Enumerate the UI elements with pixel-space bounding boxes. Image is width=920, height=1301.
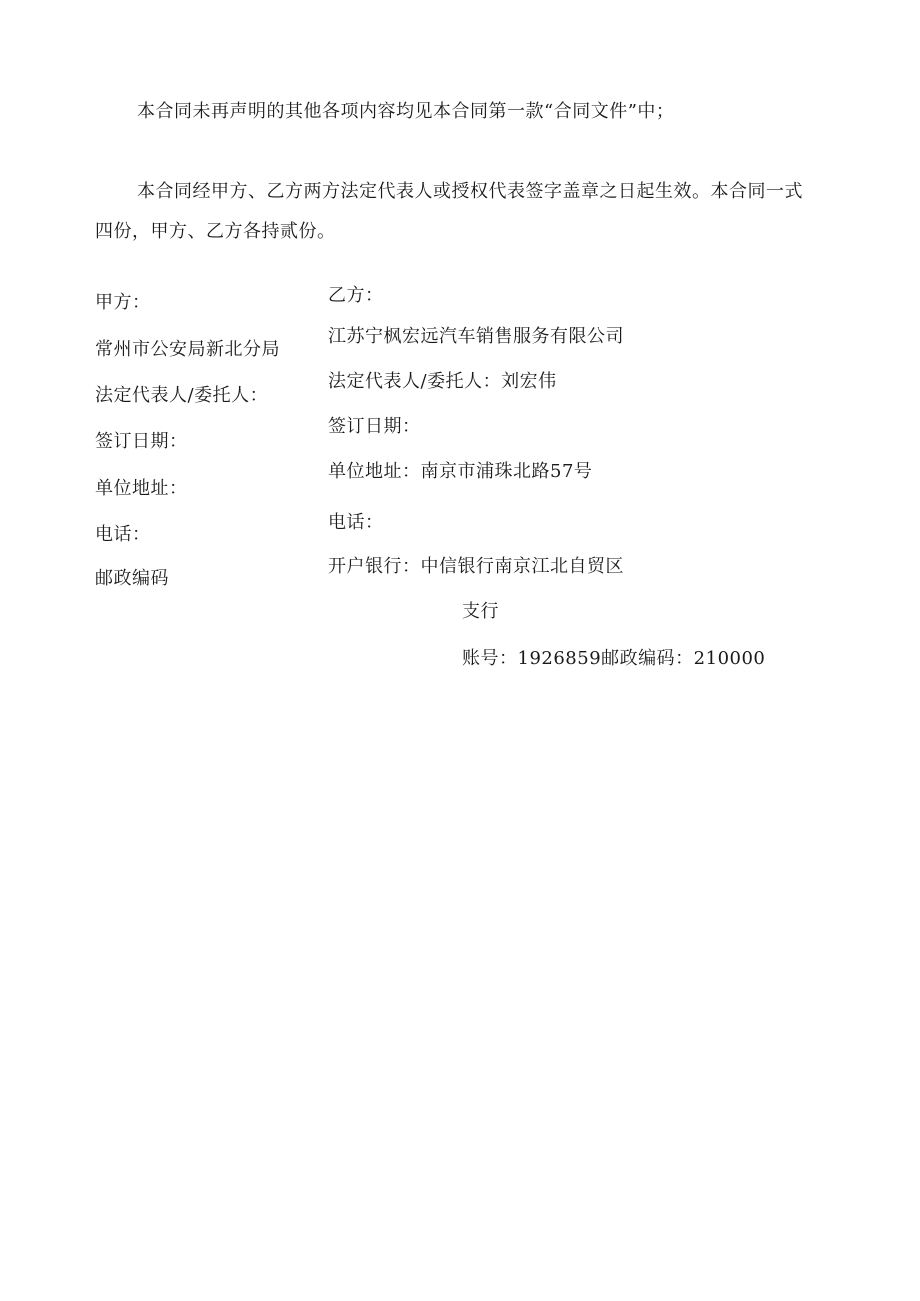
clause-effective-date: 本合同经甲方、乙方两方法定代表人或授权代表签字盖章之日起生效。本合同一式四份，甲方、乙方各持贰份。 <box>95 181 803 242</box>
party-a-name: 常州市公安局新北分局 <box>95 339 280 360</box>
party-a-phone: 电话： <box>95 524 151 545</box>
party-a-sign-date: 签订日期： <box>95 431 188 452</box>
party-a-address: 单位地址： <box>95 478 188 499</box>
party-b-phone: 电话： <box>328 512 384 533</box>
party-b-address: 单位地址：南京市浦珠北路57号 <box>328 461 593 482</box>
party-b-representative: 法定代表人/委托人：刘宏伟 <box>328 371 557 392</box>
party-b-account-postal: 账号：1926859邮政编码：210000 <box>462 648 766 669</box>
party-b-bank: 开户银行：中信银行南京江北自贸区 <box>328 556 624 577</box>
party-b-bank-cont: 支行 <box>462 601 499 622</box>
party-b-name: 江苏宁枫宏远汽车销售服务有限公司 <box>328 326 624 347</box>
party-a-representative: 法定代表人/委托人： <box>95 385 269 406</box>
party-b-sign-date: 签订日期： <box>328 416 421 437</box>
party-b-heading: 乙方： <box>328 285 384 306</box>
party-a-block <box>95 0 315 589</box>
party-a-postal-code: 邮政编码 <box>95 568 169 589</box>
party-a-heading: 甲方： <box>95 292 151 313</box>
party-b-block <box>328 0 848 680</box>
clause-remaining-items: 本合同未再声明的其他各项内容均见本合同第一款“合同文件”中； <box>137 101 675 122</box>
